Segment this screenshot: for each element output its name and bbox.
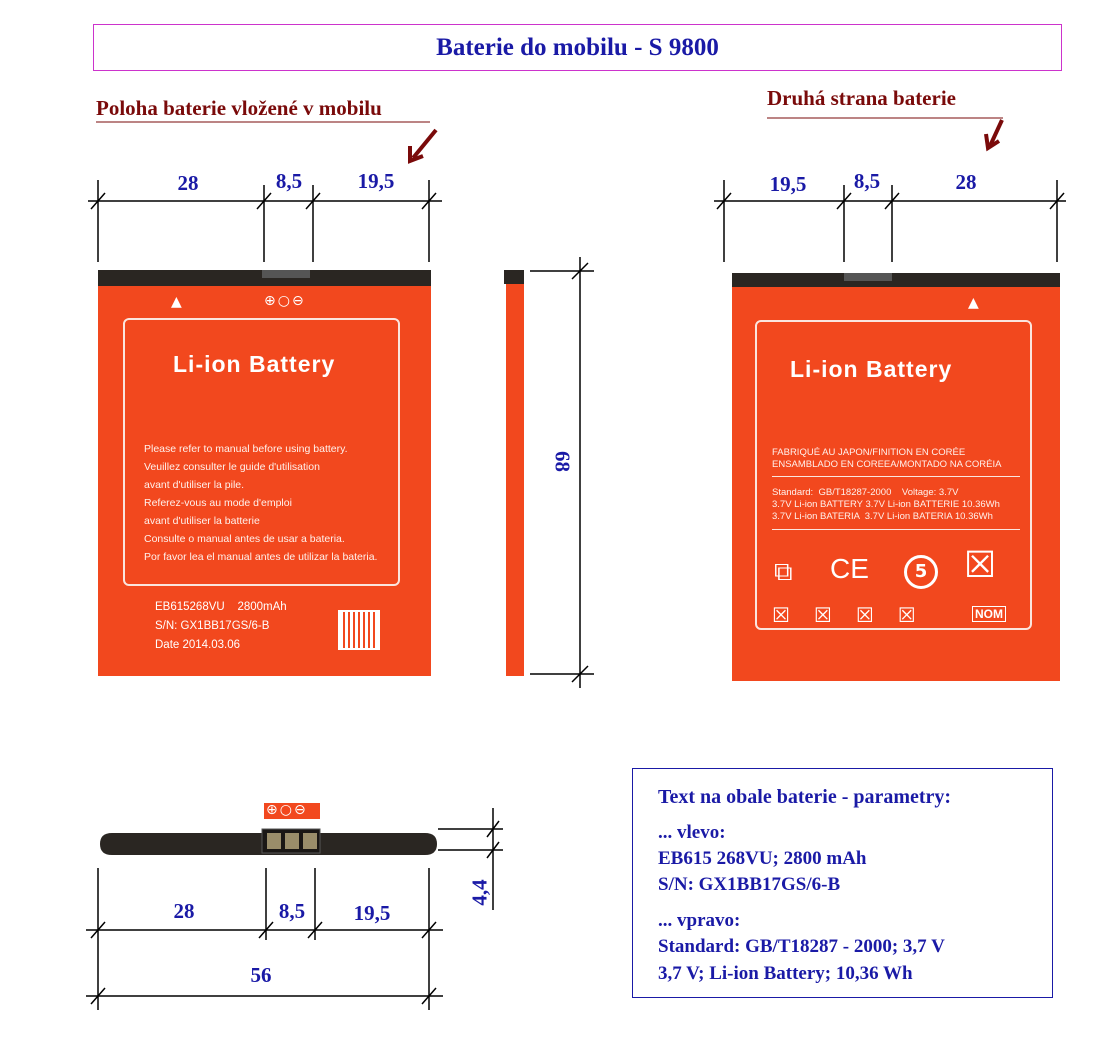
warning-line: Consulte o manual antes de usar a bateria. <box>144 533 345 545</box>
dim-top-right-3: 28 <box>955 170 977 194</box>
warning-line: avant d'utiliser la batterie <box>144 515 260 527</box>
info-right-line: 3,7 V; Li-ion Battery; 10,36 Wh <box>658 963 913 984</box>
battery-front-info <box>155 598 287 655</box>
terminal-symbols: ⊕○⊖ <box>264 293 306 309</box>
ce-mark-icon: CE <box>830 553 869 584</box>
info-left-label: ... vlevo: <box>658 822 726 843</box>
dim-top-left-1: 28 <box>177 171 199 195</box>
dim-bottom-3: 19,5 <box>353 901 391 925</box>
caption-left: Poloha baterie vložené v mobilu <box>96 96 382 120</box>
info-left-line: S/N: GX1BB17GS/6-B <box>658 874 841 895</box>
connector-pin-plus <box>267 833 281 849</box>
dim-thickness: 4,4 <box>467 879 492 906</box>
spec-line: 3.7V Li-ion BATERIA 3.7V Li-ion BATERIA 10.36Wh <box>772 511 993 522</box>
warning-line: Referez-vous au mode d'emploi <box>144 497 292 509</box>
orientation-triangle-icon: ▲ <box>171 294 182 310</box>
env-protection-icon: 5 <box>904 555 938 589</box>
battery-front-title: Li-ion Battery <box>173 351 336 377</box>
dim-top-right-2: 8,5 <box>853 169 881 193</box>
dim-line-total-width <box>86 988 443 1004</box>
qr-code-icon <box>340 612 378 648</box>
battery-serial: S/N: GX1BB17GS/6-B <box>155 620 270 632</box>
battery-back <box>732 273 1060 681</box>
warning-line: avant d'utiliser la pile. <box>144 479 245 491</box>
battery-front <box>98 270 431 676</box>
spec-line: Standard: GB/T18287-2000 Voltage: 3.7V <box>772 487 959 498</box>
info-left-line: EB615 268VU; 2800 mAh <box>658 848 867 869</box>
info-right-line: Standard: GB/T18287 - 2000; 3,7 V <box>658 936 945 957</box>
info-heading: Text na obale baterie - parametry: <box>658 786 952 808</box>
page-title: Baterie do mobilu - S 9800 <box>436 34 719 61</box>
origin-line: ENSAMBLADO EN COREEA/MONTADO NA CORÉIA <box>772 459 1002 470</box>
battery-back-origin <box>772 447 1001 471</box>
caption-right: Druhá strana baterie <box>767 86 956 110</box>
battery-back-contacts <box>844 273 892 281</box>
battery-back-top <box>732 273 1060 287</box>
divider <box>772 476 1020 477</box>
divider <box>772 529 1020 530</box>
dim-top-right-1: 19,5 <box>769 172 807 196</box>
disposal-icons: ☒☒☒☒ <box>772 603 940 627</box>
connector-pin-t <box>285 833 299 849</box>
nom-mark-icon: NOM <box>972 606 1006 622</box>
battery-model: EB615268VU 2800mAh <box>155 601 287 613</box>
warning-line: Por favor lea el manual antes de utilizar la bateria. <box>144 551 378 563</box>
battery-side-view <box>506 270 524 676</box>
warning-line: Please refer to manual before using battery. <box>144 443 348 455</box>
warning-line: Veuillez consulter le guide d'utilisation <box>144 461 320 473</box>
dim-total-width: 56 <box>250 963 272 987</box>
battery-front-contacts <box>262 270 310 278</box>
caption-left-arrow <box>413 130 436 158</box>
connector-pin-minus <box>303 833 317 849</box>
dim-height: 68 <box>550 451 575 472</box>
dim-top-left-3: 19,5 <box>357 169 395 193</box>
connector-terminal-symbols: ⊕○⊖ <box>266 802 308 818</box>
origin-line: FABRIQUÉ AU JAPON/FINITION EN CORÉE <box>772 447 966 458</box>
battery-date: Date 2014.03.06 <box>155 639 241 651</box>
info-right-label: ... vpravo: <box>658 910 741 931</box>
dim-top-left-2: 8,5 <box>275 169 303 193</box>
dim-bottom-2: 8,5 <box>278 899 306 923</box>
battery-front-warnings <box>144 440 377 566</box>
dim-line-bottom <box>86 868 443 1010</box>
battery-side-top <box>504 270 524 284</box>
spec-line: 3.7V Li-ion BATTERY 3.7V Li-ion BATTERIE 10.36Wh <box>772 499 1000 510</box>
weee-bin-icon: ☒ <box>964 545 997 586</box>
recycle-logo-icon: ⧉ <box>774 557 793 587</box>
orientation-triangle-icon: ▲ <box>968 295 979 311</box>
battery-back-title: Li-ion Battery <box>790 356 953 382</box>
dim-bottom-1: 28 <box>173 899 195 923</box>
battery-back-specs <box>772 487 1000 523</box>
info-box <box>632 768 1053 998</box>
